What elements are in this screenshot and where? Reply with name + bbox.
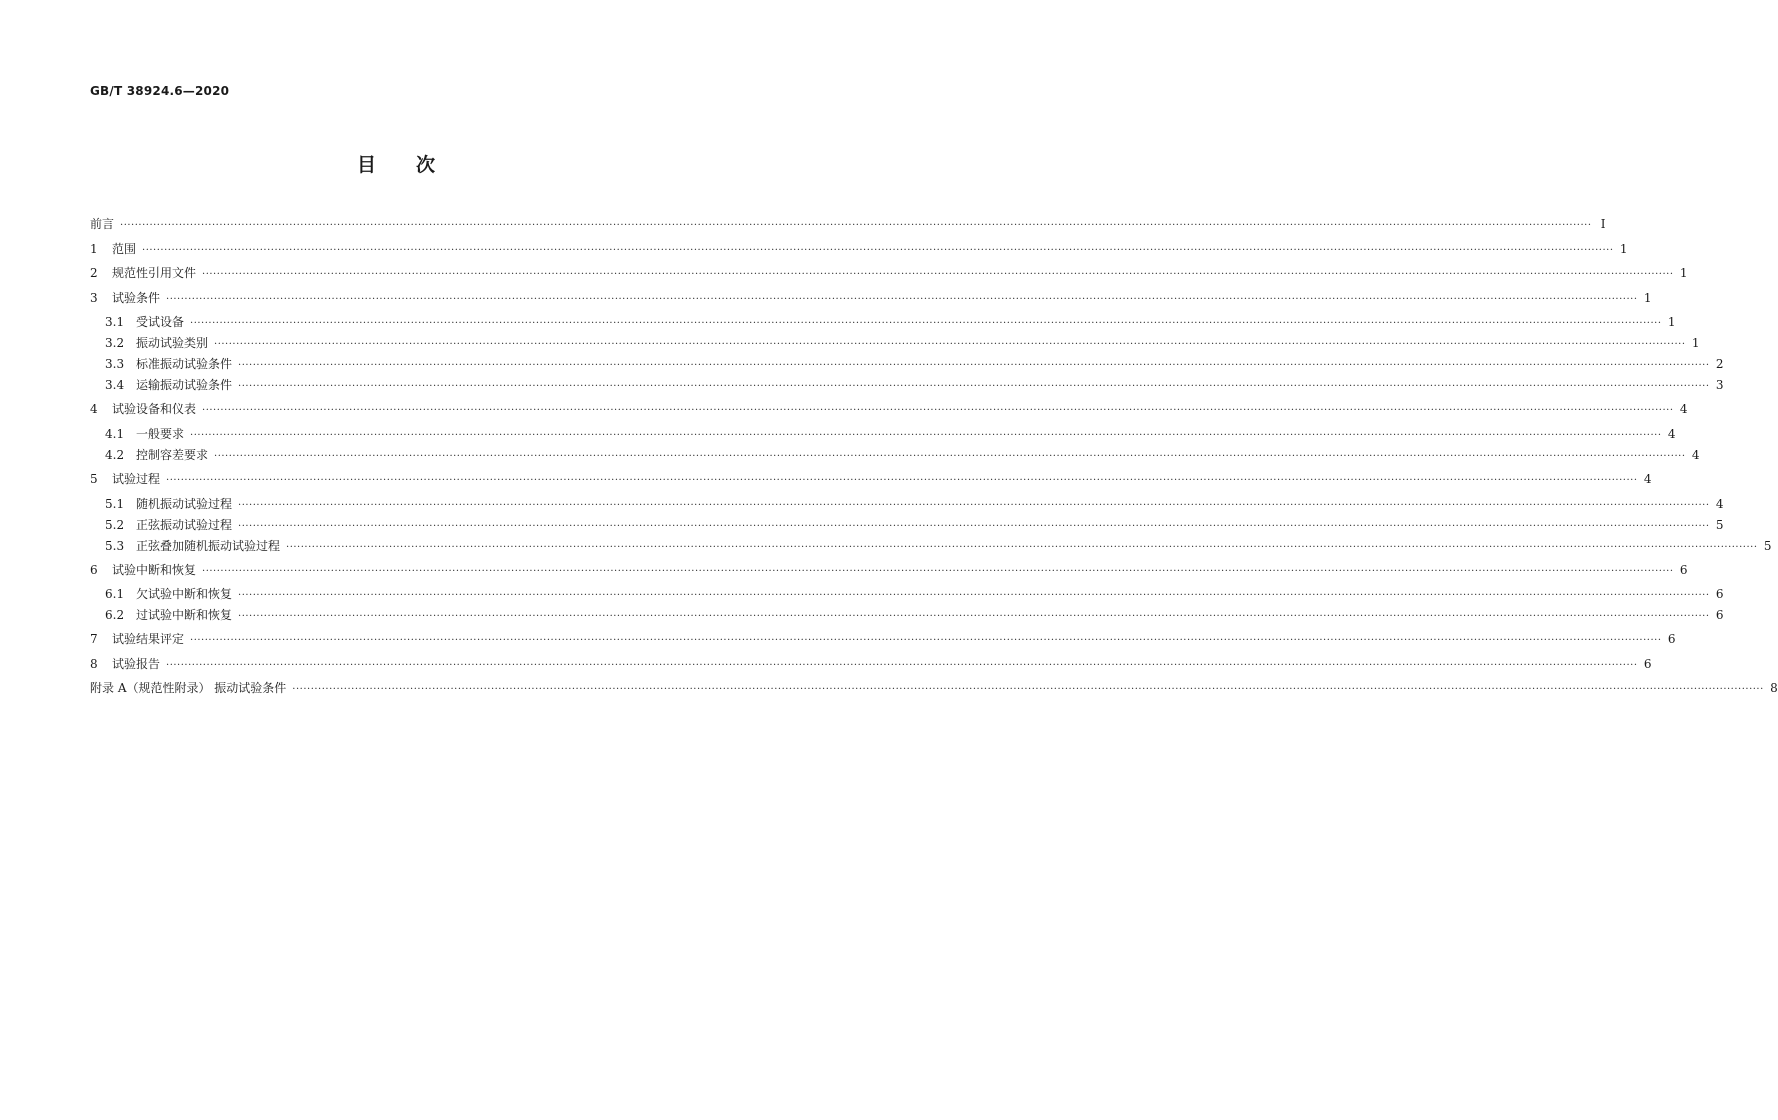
toc-page-number: 4	[1691, 447, 1700, 462]
toc-entry-text: 标准振动试验条件	[136, 357, 233, 372]
toc-page-number: 4	[1643, 471, 1652, 486]
toc-dot-leader: ················································································································································································································································································································································································································	[238, 611, 1710, 623]
toc-entry-number: 6	[90, 562, 98, 577]
toc-entry-text: 前言	[90, 217, 115, 231]
toc-page-number: 4	[1679, 402, 1688, 417]
toc-entry-number: 2	[90, 266, 98, 281]
toc-entry-text: 正弦叠加随机振动试验过程	[136, 538, 281, 553]
toc-entry-label	[105, 375, 238, 395]
toc-page-number: 3	[1715, 378, 1724, 393]
toc-dot-leader: ················································································································································································································································································································································································································	[202, 565, 1674, 577]
toc-entry-number: 7	[90, 632, 98, 647]
toc-entry-label	[105, 424, 190, 444]
toc-entry-text: 运输振动试验条件	[136, 378, 233, 393]
toc-entry-label	[90, 214, 120, 234]
toc-dot-leader: ················································································································································································································································································································································································································	[202, 269, 1674, 281]
toc-page-number: 1	[1691, 336, 1700, 351]
toc-entry[interactable]	[90, 263, 1688, 288]
toc-entry-text: 试验设备和仪表	[112, 402, 197, 417]
toc-dot-leader: ················································································································································································································································································································································································································	[120, 220, 1592, 231]
toc-entry-label	[105, 515, 238, 535]
toc-entry[interactable]	[90, 239, 1628, 264]
toc-entry-label	[105, 494, 238, 514]
toc-entry-number: 5.3	[105, 538, 125, 553]
toc-entry-number: 3.3	[105, 357, 125, 372]
toc-entry[interactable]	[90, 214, 1606, 239]
toc-entry-text: 范围	[112, 241, 137, 256]
toc-page-number: 6	[1643, 656, 1652, 671]
title-char-left: 目	[356, 154, 376, 176]
toc-page-number: 2	[1715, 357, 1724, 372]
toc-entry-number: 1	[90, 241, 98, 256]
toc-entry-label	[105, 605, 238, 625]
toc-page-number: 5	[1763, 538, 1772, 553]
toc-entry-text: 正弦振动试验过程	[136, 517, 233, 532]
toc-dot-leader: ················································································································································································································································································································································································································	[238, 360, 1710, 372]
toc-entry-number: 8	[90, 656, 98, 671]
toc-page-number: 1	[1667, 315, 1676, 330]
toc-dot-leader: ················································································································································································································································································································································································································	[238, 590, 1710, 602]
toc-entry-number: 6.2	[105, 608, 125, 623]
toc-dot-leader: ················································································································································································································································································································································································································	[238, 499, 1710, 511]
toc-entry[interactable]	[90, 333, 1700, 354]
toc-entry[interactable]	[90, 629, 1676, 654]
toc-page-number: 6	[1679, 562, 1688, 577]
toc-entry[interactable]	[90, 605, 1724, 626]
toc-entry-text: 随机振动试验过程	[136, 496, 233, 511]
toc-entry[interactable]	[90, 375, 1724, 396]
toc-entry[interactable]	[90, 424, 1676, 445]
toc-entry[interactable]	[90, 469, 1652, 494]
toc-entry-label	[105, 584, 238, 604]
toc-entry-label	[90, 399, 202, 419]
toc-dot-leader: ················································································································································································································································································································································································································	[190, 318, 1662, 330]
toc-entry-text: 试验条件	[112, 290, 161, 305]
toc-page-number: 1	[1619, 241, 1628, 256]
title-char-right: 次	[416, 154, 436, 176]
toc-entry-number: 4	[90, 402, 98, 417]
toc-page-number: 4	[1715, 496, 1724, 511]
toc-entry-text: 试验报告	[112, 656, 161, 671]
toc-dot-leader: ················································································································································································································································································································································································································	[292, 684, 1764, 696]
toc-page-number: Ⅰ	[1600, 217, 1606, 231]
toc-entry-text: 规范性引用文件	[112, 266, 197, 281]
page-title	[0, 150, 792, 177]
toc-entry-label	[105, 536, 286, 556]
toc-dot-leader: ················································································································································································································································································································································································································	[238, 381, 1710, 393]
toc-dot-leader: ················································································································································································································································································································································································································	[190, 635, 1662, 647]
toc-entry-label	[90, 239, 142, 259]
toc-entry[interactable]	[90, 515, 1724, 536]
toc-page-number: 1	[1643, 290, 1652, 305]
toc-entry-label	[90, 288, 166, 308]
toc-entry[interactable]	[90, 288, 1652, 313]
toc-entry-label	[90, 263, 202, 283]
toc-entry[interactable]	[90, 654, 1652, 679]
toc-entry-text: 附录 A（规范性附录） 振动试验条件	[90, 681, 287, 696]
toc-dot-leader: ················································································································································································································································································································································································································	[166, 293, 1638, 305]
toc-entry-text: 试验过程	[112, 471, 161, 486]
toc-entry-label	[90, 654, 166, 674]
toc-dot-leader: ················································································································································································································································································································································································································	[202, 405, 1674, 417]
toc-entry[interactable]	[90, 354, 1724, 375]
toc-entry-number: 4.2	[105, 447, 125, 462]
toc-dot-leader: ················································································································································································································································································································································································································	[166, 659, 1638, 671]
toc-entry[interactable]	[90, 560, 1688, 585]
toc-dot-leader: ················································································································································································································································································································································································································	[142, 244, 1614, 256]
toc-page-number: 6	[1715, 587, 1724, 602]
toc-entry-number: 6.1	[105, 587, 125, 602]
toc-page-number: 6	[1667, 632, 1676, 647]
toc-entry-text: 欠试验中断和恢复	[136, 587, 233, 602]
toc-entry-number: 5.2	[105, 517, 125, 532]
toc-entry-label	[90, 678, 292, 698]
toc-entry[interactable]	[90, 445, 1700, 466]
toc-entry-number: 3	[90, 290, 98, 305]
toc-entry-label	[105, 333, 214, 353]
toc-dot-leader: ················································································································································································································································································································································································································	[214, 450, 1686, 462]
toc-entry-text: 控制容差要求	[136, 447, 209, 462]
toc-dot-leader: ················································································································································································································································································································································································································	[286, 541, 1758, 553]
toc-entry-number: 3.4	[105, 378, 125, 393]
toc-dot-leader: ················································································································································································································································································································································································································	[238, 520, 1710, 532]
toc-entry-label	[105, 312, 190, 332]
toc-page-number: 1	[1679, 266, 1688, 281]
toc-entry-text: 受试设备	[136, 315, 185, 330]
toc-entry-number: 3.2	[105, 336, 125, 351]
toc-entry-label	[105, 445, 214, 465]
toc-entry[interactable]	[90, 678, 1778, 703]
toc-entry-text: 一般要求	[136, 426, 185, 441]
toc-entry-label	[105, 354, 238, 374]
toc-entry[interactable]	[90, 584, 1724, 605]
toc-entry-text: 振动试验类别	[136, 336, 209, 351]
toc-page-number: 6	[1715, 608, 1724, 623]
toc-entry-number: 3.1	[105, 315, 125, 330]
toc-entry-label	[90, 560, 202, 580]
toc-entry[interactable]	[90, 536, 1772, 557]
toc-page-number: 5	[1715, 517, 1724, 532]
toc-page-number: 8	[1770, 681, 1778, 696]
toc-dot-leader: ················································································································································································································································································································································································································	[214, 339, 1686, 351]
toc-entry-number: 4.1	[105, 426, 125, 441]
toc-page-number: 4	[1667, 426, 1676, 441]
toc-entry-text: 试验结果评定	[112, 632, 185, 647]
table-of-contents	[90, 214, 1778, 703]
toc-entry-label	[90, 469, 166, 489]
toc-entry[interactable]	[90, 312, 1676, 333]
toc-dot-leader: ················································································································································································································································································································································································································	[166, 474, 1638, 486]
toc-entry[interactable]	[90, 399, 1688, 424]
toc-entry-text: 过试验中断和恢复	[136, 608, 233, 623]
toc-entry-number: 5	[90, 471, 98, 486]
toc-dot-leader: ················································································································································································································································································································································································································	[190, 429, 1662, 441]
standard-code: GB/T 38924.6—2020	[90, 84, 230, 98]
toc-entry-number: 5.1	[105, 496, 125, 511]
toc-entry-text: 试验中断和恢复	[112, 562, 197, 577]
toc-entry[interactable]	[90, 494, 1724, 515]
toc-entry-label	[90, 629, 190, 649]
